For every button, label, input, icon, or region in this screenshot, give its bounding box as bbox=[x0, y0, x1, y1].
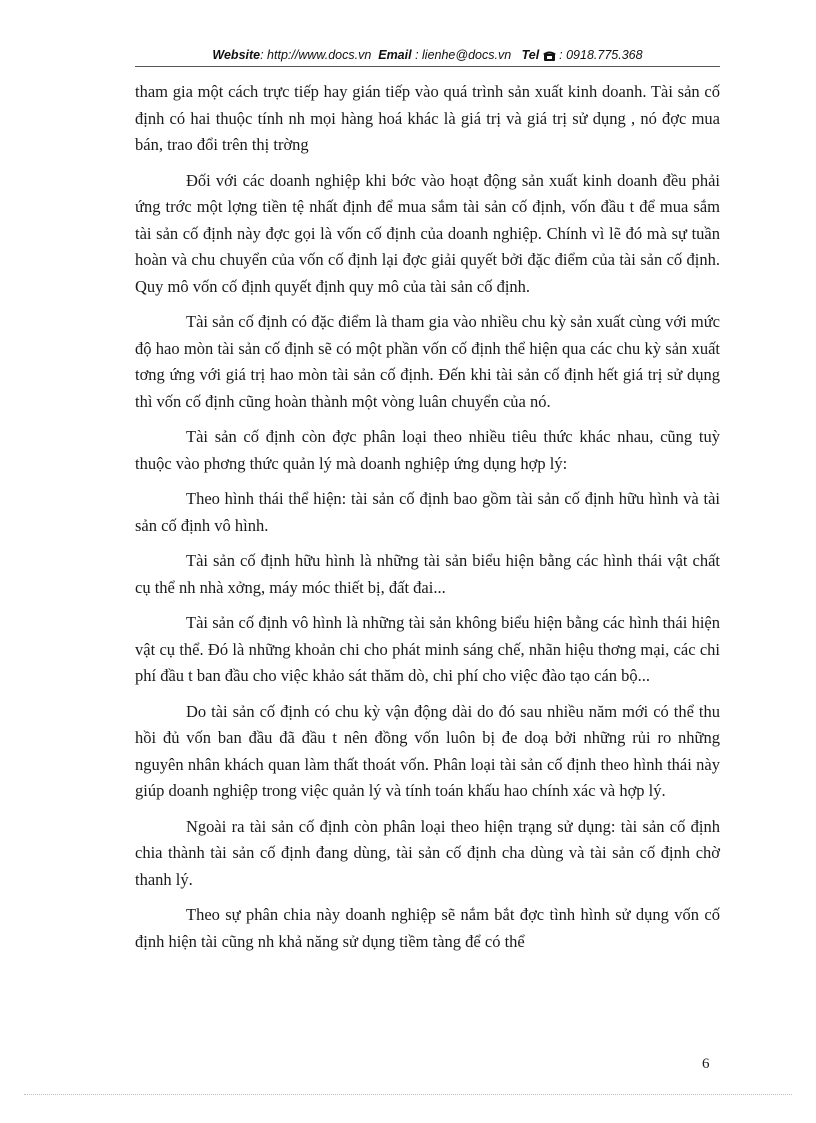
paragraph: Theo hình thái thể hiện: tài sản cố định bao gồm tài sản cố định hữu hình và tài sản cố định vô hình. bbox=[135, 489, 720, 535]
paragraph: Tài sản cố định vô hình là những tài sản không biểu hiện bằng các hình thái hiện vật cụ thể. Đó là những khoản chi cho phát minh sáng chế, nhãn hiệu thơng mại, các chi phí đầu t ban đầu cho việc khảo sát thăm dò, chi phí cho việc đào tạo cán bộ... bbox=[135, 613, 720, 685]
page-header bbox=[135, 44, 720, 67]
website-value: : http://www.docs.vn bbox=[260, 48, 372, 62]
paragraph: tham gia một cách trực tiếp hay gián tiếp vào quá trình sản xuất kinh doanh. Tài sản cố định có hai thuộc tính nh mọi hàng hoá khác là giá trị và giá trị sử dụng , nó đợc mua bán, trao đổi trên thị trờng bbox=[135, 82, 720, 154]
email-label: Email bbox=[378, 48, 412, 62]
email-value: : lienhe@docs.vn bbox=[411, 48, 512, 62]
tel-value: : 0918.775.368 bbox=[559, 48, 643, 62]
paragraph: Do tài sản cố định có chu kỳ vận động dài do đó sau nhiều năm mới có thể thu hồi đủ vốn ban đầu đã đầu t nên đồng vốn luôn bị đe doạ bởi những rủi ro những nguyên nhân khách quan làm thất thoát vốn. Phân loại tài sản cố định theo hình thái này giúp doanh nghiệp trong việc quản lý và tính toán khấu hao chính xác và hợp lý. bbox=[135, 701, 720, 800]
tel-label: Tel bbox=[521, 48, 540, 62]
phone-icon bbox=[543, 46, 556, 68]
website-label: Website bbox=[212, 48, 261, 62]
paragraph: Tài sản cố định hữu hình là những tài sản biểu hiện bằng các hình thái vật chất cụ thể nh nhà xởng, máy móc thiết bị, đất đai... bbox=[135, 551, 720, 597]
paragraph: Tài sản cố định còn đợc phân loại theo nhiều tiêu thức khác nhau, cũng tuỳ thuộc vào phơng thức quản lý mà doanh nghiệp ứng dụng hợp lý: bbox=[135, 427, 720, 473]
paragraph: Tài sản cố định có đặc điểm là tham gia vào nhiều chu kỳ sản xuất cùng với mức độ hao mòn tài sản cố định sẽ có một phần vốn cố định thể hiện qua các chu kỳ sản xuất tơng ứng với giá trị hao mòn tài sản cố định. Đến khi tài sản cố định hết giá trị sử dụng thì vốn cố định cũng hoàn thành một vòng luân chuyển của nó. bbox=[135, 312, 720, 411]
footer-divider bbox=[24, 1094, 792, 1095]
paragraph: Theo sự phân chia này doanh nghiệp sẽ nắm bắt đợc tình hình sử dụng vốn cố định hiện tài cũng nh khả năng sử dụng tiềm tàng để có thể bbox=[135, 905, 720, 951]
document-body bbox=[135, 79, 720, 964]
paragraph: Đối với các doanh nghiệp khi bớc vào hoạt động sản xuất kinh doanh đều phải ứng trớc một lợng tiền tệ nhất định để mua sắm tài sản cố định, vốn đầu t để mua sắm tài sản cố định này đợc gọi là vốn cố định của doanh nghiệp. Chính vì lẽ đó mà sự tuần hoàn và chu chuyển của vốn cố định lại đợc giải quyết bởi đặc điểm của tài sản cố định. Quy mô vốn cố định quyết định quy mô của tài sản cố định. bbox=[135, 170, 720, 296]
page-number: 6 bbox=[702, 1056, 710, 1072]
paragraph: Ngoài ra tài sản cố định còn phân loại theo hiện trạng sử dụng: tài sản cố định chia thành tài sản cố định đang dùng, tài sản cố định cha dùng và tài sản cố định chờ thanh lý. bbox=[135, 816, 720, 889]
